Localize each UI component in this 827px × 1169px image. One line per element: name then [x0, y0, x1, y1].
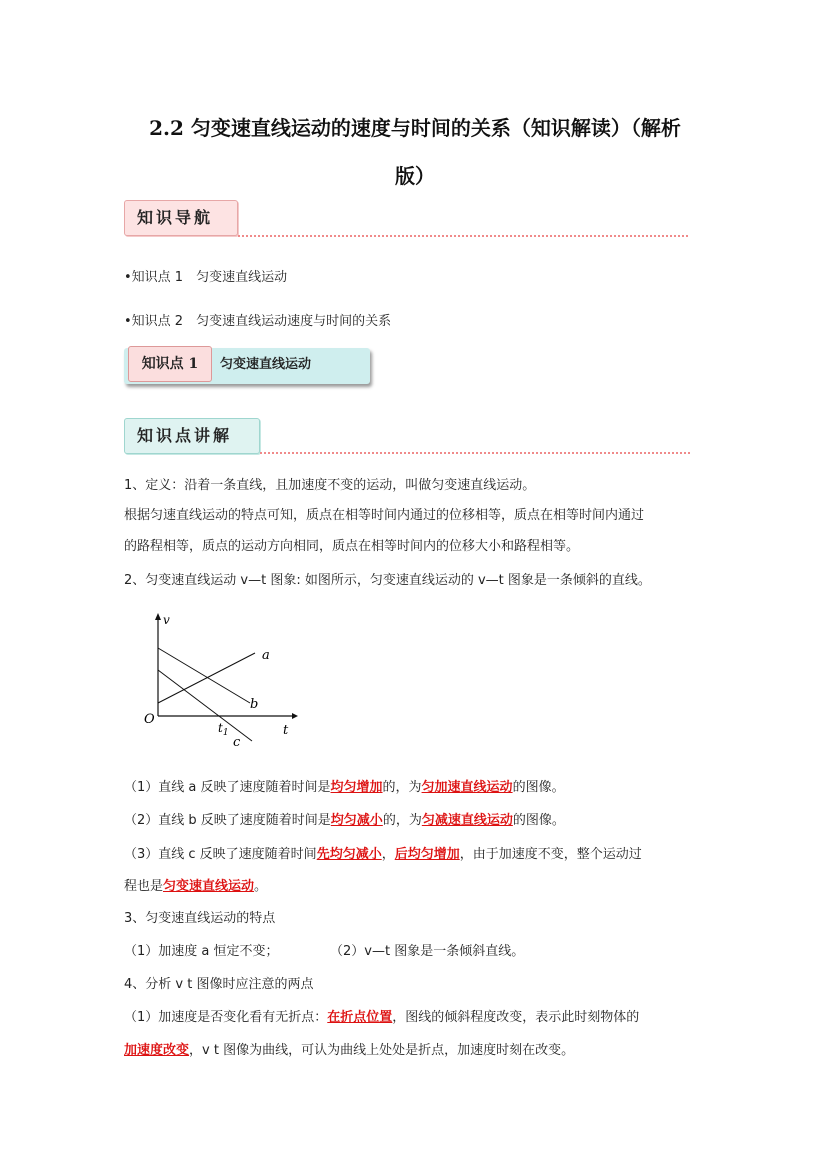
- t-axis-arrow: [292, 713, 298, 719]
- explanation-line-1: 根据匀速直线运动的特点可知，质点在相等时间内通过的位移相等，质点在相等时间内通过: [124, 508, 645, 523]
- banner-dotted-divider-2: [260, 452, 690, 454]
- analysis-highlight-1: 在折点位置: [327, 1010, 393, 1025]
- item-a-highlight-1: 均匀增加: [330, 780, 383, 795]
- item-b-highlight-2: 匀减速直线运动: [421, 813, 513, 828]
- definition-text: 1、定义：沿着一条直线，且加速度不变的运动，叫做匀变速直线运动。: [124, 478, 536, 493]
- analysis-post: ，图线的倾斜程度改变，表示此时刻物体的: [392, 1010, 640, 1025]
- analysis-point-1-line-2: [124, 1041, 714, 1061]
- knowledge-point-tag: 知识点 1: [128, 346, 212, 382]
- line-a: [158, 653, 255, 703]
- analysis-pre: （1）加速度是否变化看有无折点：: [124, 1010, 328, 1025]
- analysis-point-1: [124, 1008, 714, 1028]
- item-a-highlight-2: 匀加速直线运动: [421, 780, 513, 795]
- item-c-post: ，由于加速度不变，整个运动过: [459, 847, 642, 862]
- axis-label-v: v: [163, 613, 170, 627]
- knowledge-point-header: [124, 346, 372, 384]
- t1-subscript: 1: [222, 728, 229, 738]
- item-c-highlight-2: 后均匀增加: [394, 847, 460, 862]
- vt-graph-intro: 2、匀变速直线运动 v—t 图象: 如图所示，匀变速直线运动的 v—t 图象是一条倾斜的直线。: [124, 573, 651, 588]
- item-c2-pre: 程也是: [124, 879, 164, 894]
- origin-label: O: [144, 712, 155, 727]
- item-line-a: [124, 778, 714, 798]
- line-c: [158, 670, 252, 741]
- item-a-mid: 的，为: [382, 780, 422, 795]
- analysis-heading: 4、分析 v t 图像时应注意的两点: [124, 977, 314, 992]
- vt-graph: [140, 608, 300, 748]
- knowledge-point-label: 匀变速直线运动: [220, 357, 312, 372]
- item-b-pre: （2）直线 b 反映了速度随着时间是: [124, 813, 331, 828]
- t1-label: [218, 721, 229, 738]
- v-axis-arrow: [155, 613, 161, 620]
- axis-label-t: t: [283, 723, 289, 738]
- feature-2: （2）v—t 图象是一条倾斜直线。: [330, 944, 525, 959]
- item-c2-highlight: 匀变速直线运动: [163, 879, 255, 894]
- line-b-label: b: [250, 697, 259, 712]
- item-c-mid: ，: [381, 847, 395, 862]
- section-banner-explain: 知识点讲解: [124, 418, 260, 454]
- item-c-highlight-1: 先均匀减小: [316, 847, 382, 862]
- line-b: [158, 648, 250, 703]
- item-c-pre: （3）直线 c 反映了速度随着时间: [124, 847, 317, 862]
- page-title: [110, 104, 720, 200]
- item-a-post: 的图像。: [512, 780, 565, 795]
- item-b-highlight-1: 均匀减小: [330, 813, 383, 828]
- analysis-line2-post: ，v t 图像为曲线，可认为曲线上处处是折点，加速度时刻在改变。: [189, 1043, 575, 1058]
- analysis-highlight-2: 加速度改变: [124, 1043, 190, 1058]
- nav-item-2[interactable]: •知识点 2 匀变速直线运动速度与时间的关系: [124, 314, 392, 329]
- feature-1: （1）加速度 a 恒定不变；: [124, 944, 279, 959]
- item-c2-post: 。: [254, 879, 268, 894]
- item-a-pre: （1）直线 a 反映了速度随着时间是: [124, 780, 331, 795]
- banner-dotted-divider: [238, 235, 688, 237]
- item-b-mid: 的，为: [382, 813, 422, 828]
- features-heading: 3、匀变速直线运动的特点: [124, 911, 276, 926]
- section-banner-nav: 知识导航: [124, 200, 238, 236]
- line-a-label: a: [262, 648, 270, 663]
- t1-main: t: [218, 721, 223, 735]
- title-line-2: 版）: [395, 164, 435, 188]
- line-c-label: c: [233, 735, 241, 748]
- item-line-b: [124, 811, 714, 831]
- nav-item-1[interactable]: •知识点 1 匀变速直线运动: [124, 270, 288, 285]
- item-b-post: 的图像。: [512, 813, 565, 828]
- explanation-line-2: 的路程相等，质点的运动方向相同，质点在相等时间内的位移大小和路程相等。: [124, 539, 580, 554]
- title-line-1: 2.2 匀变速直线运动的速度与时间的关系（知识解读）（解析: [149, 116, 681, 140]
- item-line-c: [124, 845, 714, 865]
- item-line-c-2: [124, 877, 714, 897]
